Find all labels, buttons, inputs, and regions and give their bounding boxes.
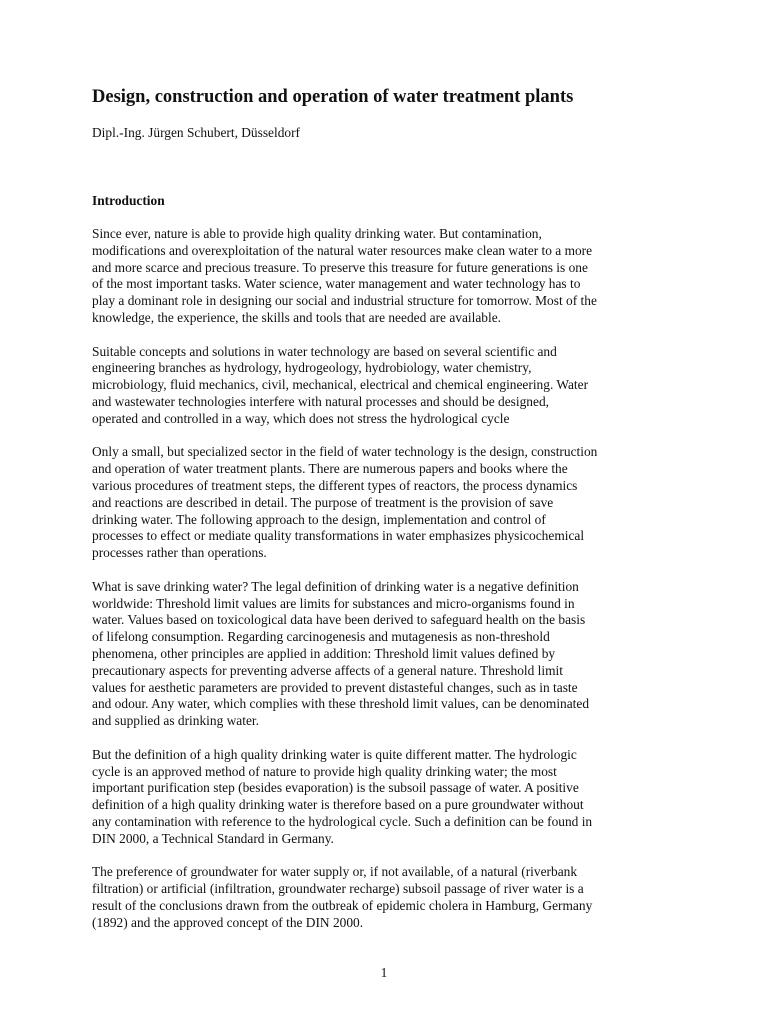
text-line: of lifelong consumption. Regarding carcinogenesis and mutagenesis as non-threshold	[92, 629, 550, 645]
text-line: and odour. Any water, which complies with these threshold limit values, can be denominated	[92, 696, 590, 712]
document-title: Design, construction and operation of water treatment plants	[92, 87, 574, 107]
text-line: and operation of water treatment plants. There are numerous papers and books where the	[92, 461, 568, 477]
text-line: various procedures of treatment steps, the different types of reactors, the process dynamics	[92, 477, 578, 493]
text-line: important purification step (besides evaporation) is the subsoil passage of water. A positive	[92, 780, 579, 796]
text-line: definition of a high quality drinking water is therefore based on a pure groundwater without	[92, 797, 584, 813]
text-line: But the definition of a high quality drinking water is quite different matter. The hydrologic	[92, 746, 577, 762]
text-line: What is save drinking water? The legal definition of drinking water is a negative definition	[92, 578, 579, 594]
text-line: filtration) or artificial (infiltration, groundwater recharge) subsoil passage of river water is a	[92, 881, 584, 897]
text-line: Suitable concepts and solutions in water technology are based on several scientific and	[92, 343, 557, 359]
paragraph-6	[92, 864, 682, 931]
text-line: values for aesthetic parameters are provided to prevent distasteful changes, such as in taste	[92, 679, 578, 695]
text-line: of the most important tasks. Water science, water management and water technology has to	[92, 276, 581, 292]
body-text	[92, 226, 682, 948]
text-line: phenomena, other principles are applied in addition: Threshold limit values defined by	[92, 645, 556, 661]
paragraph-3	[92, 444, 682, 562]
text-line: and more scarce and precious treasure. To preserve this treasure for future generations is one	[92, 259, 588, 275]
paragraph-2	[92, 344, 682, 428]
author-line: Dipl.-Ing. Jürgen Schubert, Düsseldorf	[92, 125, 301, 140]
text-line: and supplied as drinking water.	[92, 713, 259, 729]
text-line: worldwide: Threshold limit values are limits for substances and micro-organisms found in	[92, 595, 575, 611]
text-line: Since ever, nature is able to provide high quality drinking water. But contamination,	[92, 226, 542, 241]
text-line: play a dominant role in designing our social and industrial structure for tomorrow. Most of the	[92, 293, 597, 309]
text-line: Only a small, but specialized sector in the field of water technology is the design, construction	[92, 444, 598, 460]
paragraph-5	[92, 747, 682, 848]
text-line: microbiology, fluid mechanics, civil, mechanical, electrical and chemical engineering. Water	[92, 377, 589, 393]
text-line: cycle is an approved method of nature to provide high quality drinking water; the most	[92, 763, 557, 779]
text-line: knowledge, the experience, the skills and tools that are needed are available.	[92, 309, 501, 325]
text-line: processes to effect or mediate quality transformations in water emphasizes physicochemical	[92, 528, 585, 544]
text-line: processes rather than operations.	[92, 545, 267, 561]
text-line: DIN 2000, a Technical Standard in Germany.	[92, 830, 334, 846]
paragraph-4	[92, 579, 682, 730]
section-heading-introduction: Introduction	[92, 193, 165, 208]
text-line: water. Values based on toxicological data have been derived to safeguard health on the basis	[92, 612, 586, 628]
text-line: modifications and overexploitation of the natural water resources make clean water to a more	[92, 242, 593, 258]
text-line: any contamination with reference to the hydrological cycle. Such a definition can be found in	[92, 813, 593, 829]
text-line: drinking water. The following approach to the design, implementation and control of	[92, 511, 546, 527]
text-line: and reactions are described in detail. The purpose of treatment is the provision of save	[92, 494, 554, 510]
text-line: and wastewater technologies interfere with natural processes and should be designed,	[92, 393, 549, 409]
text-line: result of the conclusions drawn from the outbreak of epidemic cholera in Hamburg, Germany	[92, 897, 593, 913]
text-line: (1892) and the approved concept of the DIN 2000.	[92, 914, 364, 930]
page-number: 1	[380, 965, 388, 980]
text-line: engineering branches as hydrology, hydrogeology, hydrobiology, water chemistry,	[92, 360, 532, 376]
text-line: The preference of groundwater for water supply or, if not available, of a natural (riverbank	[92, 864, 578, 880]
text-line: precautionary aspects for preventing adverse affects of a general nature. Threshold limit	[92, 662, 563, 678]
text-line: operated and controlled in a way, which does not stress the hydrological cycle	[92, 410, 510, 426]
paragraph-1	[92, 226, 682, 327]
